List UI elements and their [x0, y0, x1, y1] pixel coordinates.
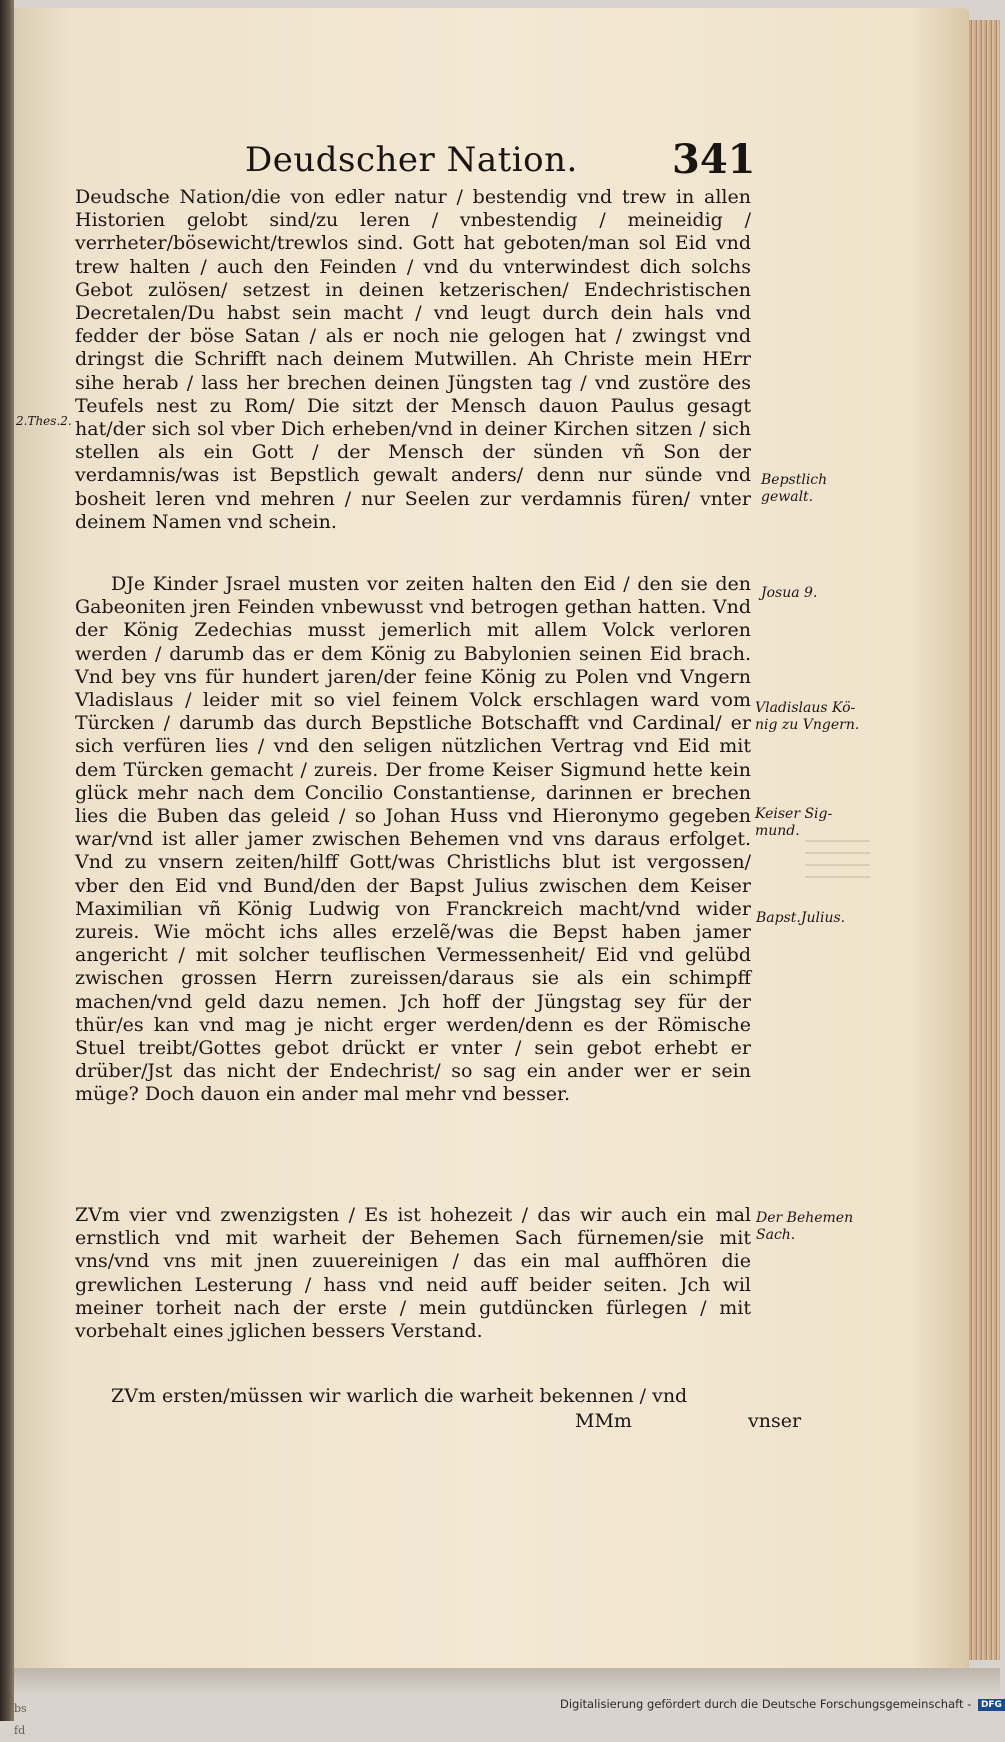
marginal-note-vladislaus: Vladislaus Kö-nig zu Vngern.	[755, 700, 860, 733]
page-number: 341	[672, 136, 756, 183]
binding-gutter	[0, 0, 14, 1721]
marginal-note-behemen: Der Behemen Sach.	[756, 1210, 854, 1243]
credit-text: Digitalisierung gefördert durch die Deutsche Forschungsgemeinschaft -	[560, 1697, 972, 1711]
page-edges	[969, 20, 1000, 1660]
signature-and-catchword	[575, 1410, 815, 1436]
verso-page-edge-text: bsfd	[14, 1702, 27, 1737]
paragraph-3: ZVm vier vnd zwenzigsten / Es ist hohezeit / das wir auch ein mal ernstlich vnd mit warheit der Behemen Sach fürnemen/sie mit vns/vnd vns mit jnen zuuereinigen / das ein mal auffhören die grewlichen Lesterung / hass vnd neid auff beider seiten. Jch wil meiner torheit nach der erste / mein gutdüncken fürlegen / mit vorbehalt eines jglichen bessers Verstand.	[75, 1204, 751, 1343]
page-shadow	[14, 1668, 1000, 1694]
signature-mark: MMm	[575, 1410, 632, 1432]
running-head: Deudscher Nation.	[245, 140, 578, 180]
marginal-note-josua: Josua 9.	[761, 585, 818, 601]
dfg-logo: DFG	[978, 1699, 1005, 1711]
show-through-text	[805, 830, 870, 878]
marginal-note-thes: 2.Thes.2.	[16, 414, 72, 428]
paragraph-1: Deudsche Nation/die von edler natur / bestendig vnd trew in allen Historien gelobt sind/zu leren / vnbestendig / meineidig / verrheter/bösewicht/trewlos sind. Gott hat geboten/man sol Eid vnd trew halten / auch den Feinden / vnd du vnterwindest dich solchs Gebot zulösen/ setzest in deinen ketzerischen/ Endechristischen Decretalen/Du habst sein macht / vnd leugt durch dein hals vnd fedder der böse Satan / als er noch nie gelogen hat / zwingst vnd dringst die Schrifft nach deinem Mutwillen. Ah Christe mein HErr sihe herab / lass her brechen deinen Jüngsten tag / vnd zustöre des Teufels nest zu Rom/ Die sitzt der Mensch dauon Paulus gesagt hat/der sich sol vber Dich erheben/vnd in deiner Kirchen sitzen / sich stellen als ein Gott / der Mensch der sünden vñ Son der verdamnis/was ist Bepstlich gewalt anders/ denn nur sünde vnd bosheit leren vnd mehren / nur Seelen zur verdamnis füren/ vnter deinem Namen vnd schein.	[75, 186, 751, 533]
paragraph-4: ZVm ersten/müssen wir warlich die warheit bekennen / vnd	[111, 1385, 688, 1407]
marginal-note-sigmund: Keiser Sig-mund.	[755, 806, 833, 839]
digitization-credit	[560, 1697, 1002, 1717]
marginal-note-julius: Bapst.Julius.	[756, 910, 846, 926]
catchword: vnser	[747, 1410, 802, 1432]
marginal-note-bepstlich: Bepstlich gewalt.	[761, 472, 828, 505]
paragraph-2: DJe Kinder Jsrael musten vor zeiten halten den Eid / den sie den Gabeoniten jren Feinden vnbewusst vnd betrogen gethan hatten. Vnd der König Zedechias musst jemerlich mit allem Volck verloren werden / darumb das er dem König zu Babylonien seinen Eid brach. Vnd bey vns für hundert jaren/der feine König zu Polen vnd Vngern Vladislaus / leider mit so viel feinem Volck erschlagen ward vom Türcken / darumb das durch Bepstliche Botschafft vnd Cardinal/ er sich verfüren lies / vnd den seligen nützlichen Vertrag vnd Eid mit dem Türcken gemacht / zureis. Der frome Keiser Sigmund hette kein glück mehr nach dem Concilio Constantiense, darinnen er brechen lies die Buben das geleid / so Johan Huss vnd Hieronymo gegeben war/vnd ist aller jamer zwischen Behemen vnd vns daraus erfolget. Vnd zu vnsern zeiten/hilff Gott/was Christlichs blut ist vergossen/ vber den Eid vnd Bund/den der Bapst Julius zwischen dem Keiser Maximilian vñ König Ludwig von Franckreich macht/vnd wider zureis. Wie möcht ichs alles erzelẽ/was die Bepst haben jamer angericht / mit solcher teuflischen Vermessenheit/ Eid vnd gelübd zwischen grossen Herrn zureissen/daraus sie als ein schimpff machen/vnd geld dazu nemen. Jch hoff der Jüngstag sey für der thür/es kan vnd mag je nicht erger werden/denn es der Römische Stuel treibt/Gottes gebot drückt er vnter / sein gebot erhebt er drüber/Jst das nicht der Endechrist/ so sag ein ander wer er sein müge? Doch dauon ein ander mal mehr vnd besser.	[75, 573, 751, 1106]
